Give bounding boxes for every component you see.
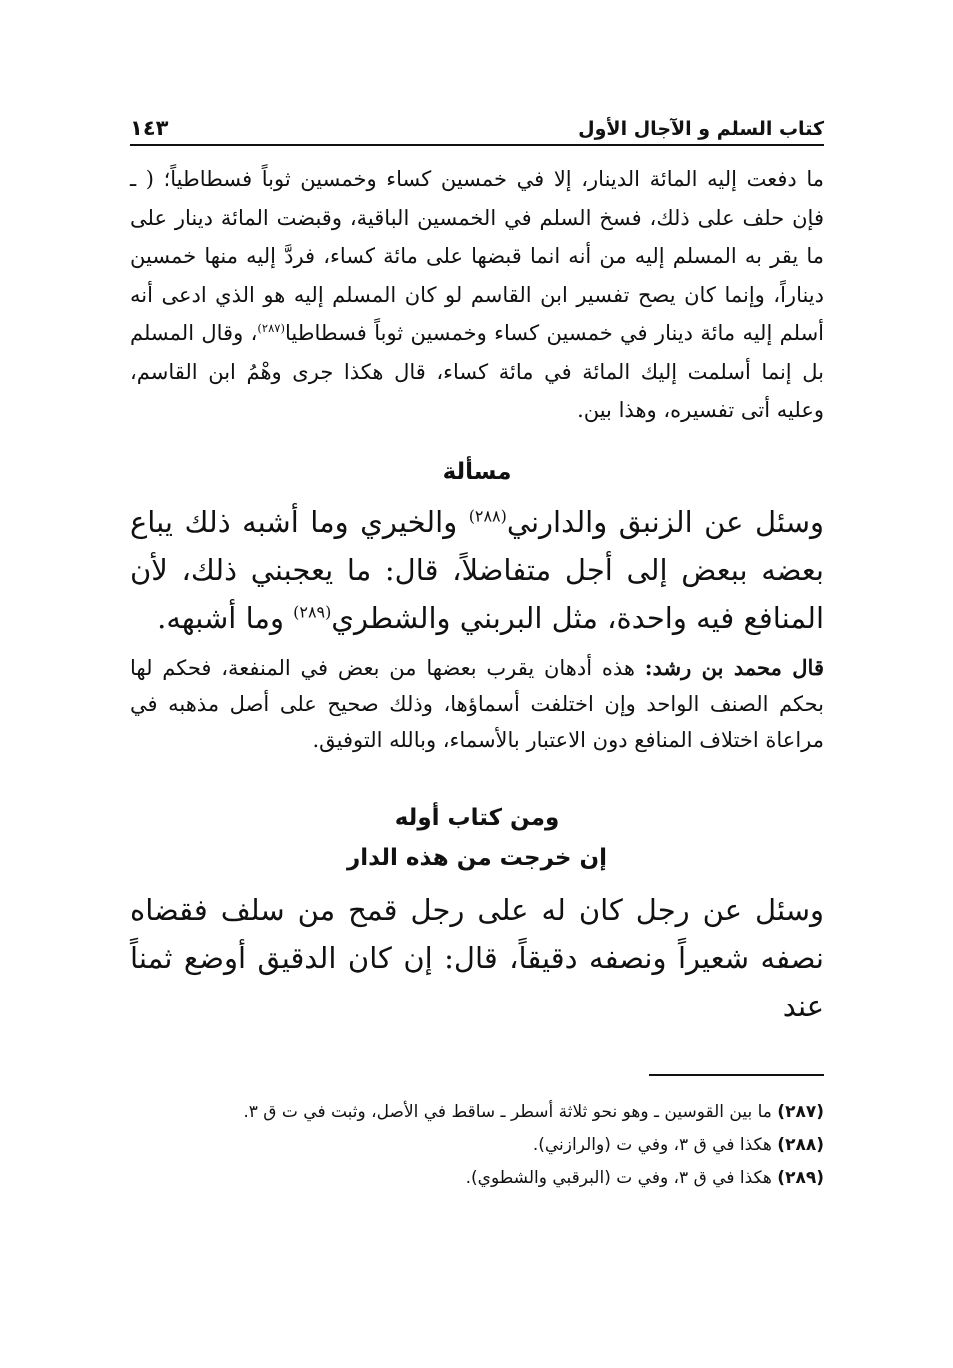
question-text-b: والخيري وما أشبه ذلك يباع بعضه ببعض إلى أجل متفاضلاً، قال: ما يعجبني ذلك، لأن المنافع فيه واحدة، مثل البربني والشطري	[130, 504, 824, 635]
footnote-item	[130, 1162, 824, 1195]
footnote-text: ما بين القوسين ـ وهو نحو ثلاثة أسطر ـ ساقط في الأصل، وثبت في ت ق ٣.	[243, 1101, 778, 1122]
book-page	[130, 100, 824, 1195]
paragraph-text: ما دفعت إليه المائة الدينار، إلا في خمسين كساء وخمسين ثوباً فسطاطياً؛ ( ـ فإن حلف على ذلك، فسخ السلم في الخمسين الباقية، وقبضت المائة دينار على ما يقر به المسلم إليه من أنه انما قبضها على مائة كساء، فردَّ إليه منها خمسين ديناراً، وإنما كان يصح تفسير ابن القاسم لو كان المسلم إليه هو الذي ادعى أنه أسلم إليه مائة دينار في خمسين كساء وخمسين ثوباً فسطاطيا	[130, 167, 825, 345]
question-paragraph	[130, 498, 824, 642]
chapter-paragraph: وسئل عن رجل كان له على رجل قمح من سلف فقضاه نصفه شعيراً ونصفه دقيقاً، قال: إن كان الدقيق أوضع ثمناً عند	[130, 892, 824, 1023]
page-number: ١٤٣	[130, 116, 169, 140]
footnote-text: هكذا في ق ٣، وفي ت (والرازني).	[532, 1134, 778, 1155]
footnote-item	[130, 1096, 824, 1129]
commentary-text: هذه أدهان يقرب بعضها من بعض في المنفعة، فحكم لها بحكم الصنف الواحد وإن اختلفت أسماؤها، وذلك صحيح على أصل مذهبه في مراعاة اختلاف المنافع دون الاعتبار بالأسماء، وبالله التوفيق.	[130, 655, 824, 752]
paragraph-text-end: ، وقال المسلم بل إنما أسلمت إليك المائة في مائة كساء، قال هكذا جرى وهْمُ ابن القاسم، وعليه أتى تفسيره، وهذا بين.	[130, 321, 824, 422]
footnote-ref-289[interactable]: (٢٨٩)	[293, 601, 332, 621]
question-text-a: وسئل عن الزنبق والدارني	[506, 504, 824, 539]
footnote-ref-288[interactable]: (٢٨٨)	[468, 505, 507, 525]
footnote-number: (٢٨٧)	[777, 1101, 824, 1122]
footnote-text: هكذا في ق ٣، وفي ت (البرقبي والشطوي).	[465, 1167, 778, 1188]
chapter-heading-line1: ومن كتاب أوله	[394, 804, 560, 831]
question-text-c: وما أشبهه.	[157, 600, 294, 635]
running-header	[130, 100, 824, 146]
footnote-number: (٢٨٨)	[777, 1134, 824, 1155]
commentary-paragraph	[130, 650, 824, 758]
commentary-author: قال محمد بن رشد:	[644, 654, 824, 680]
footnotes	[130, 1096, 824, 1195]
book-title: كتاب السلم و الآجال الأول	[578, 118, 824, 140]
footnote-divider	[649, 1074, 824, 1076]
footnote-item	[130, 1129, 824, 1162]
paragraph-continued	[130, 160, 824, 430]
chapter-heading-line2: إن خرجت من هذه الدار	[346, 844, 608, 871]
section-heading-masala: مسألة	[442, 458, 512, 485]
chapter-heading	[130, 798, 824, 878]
footnote-number: (٢٨٩)	[777, 1167, 824, 1188]
footnote-ref-287[interactable]: (٢٨٧)	[257, 321, 285, 335]
